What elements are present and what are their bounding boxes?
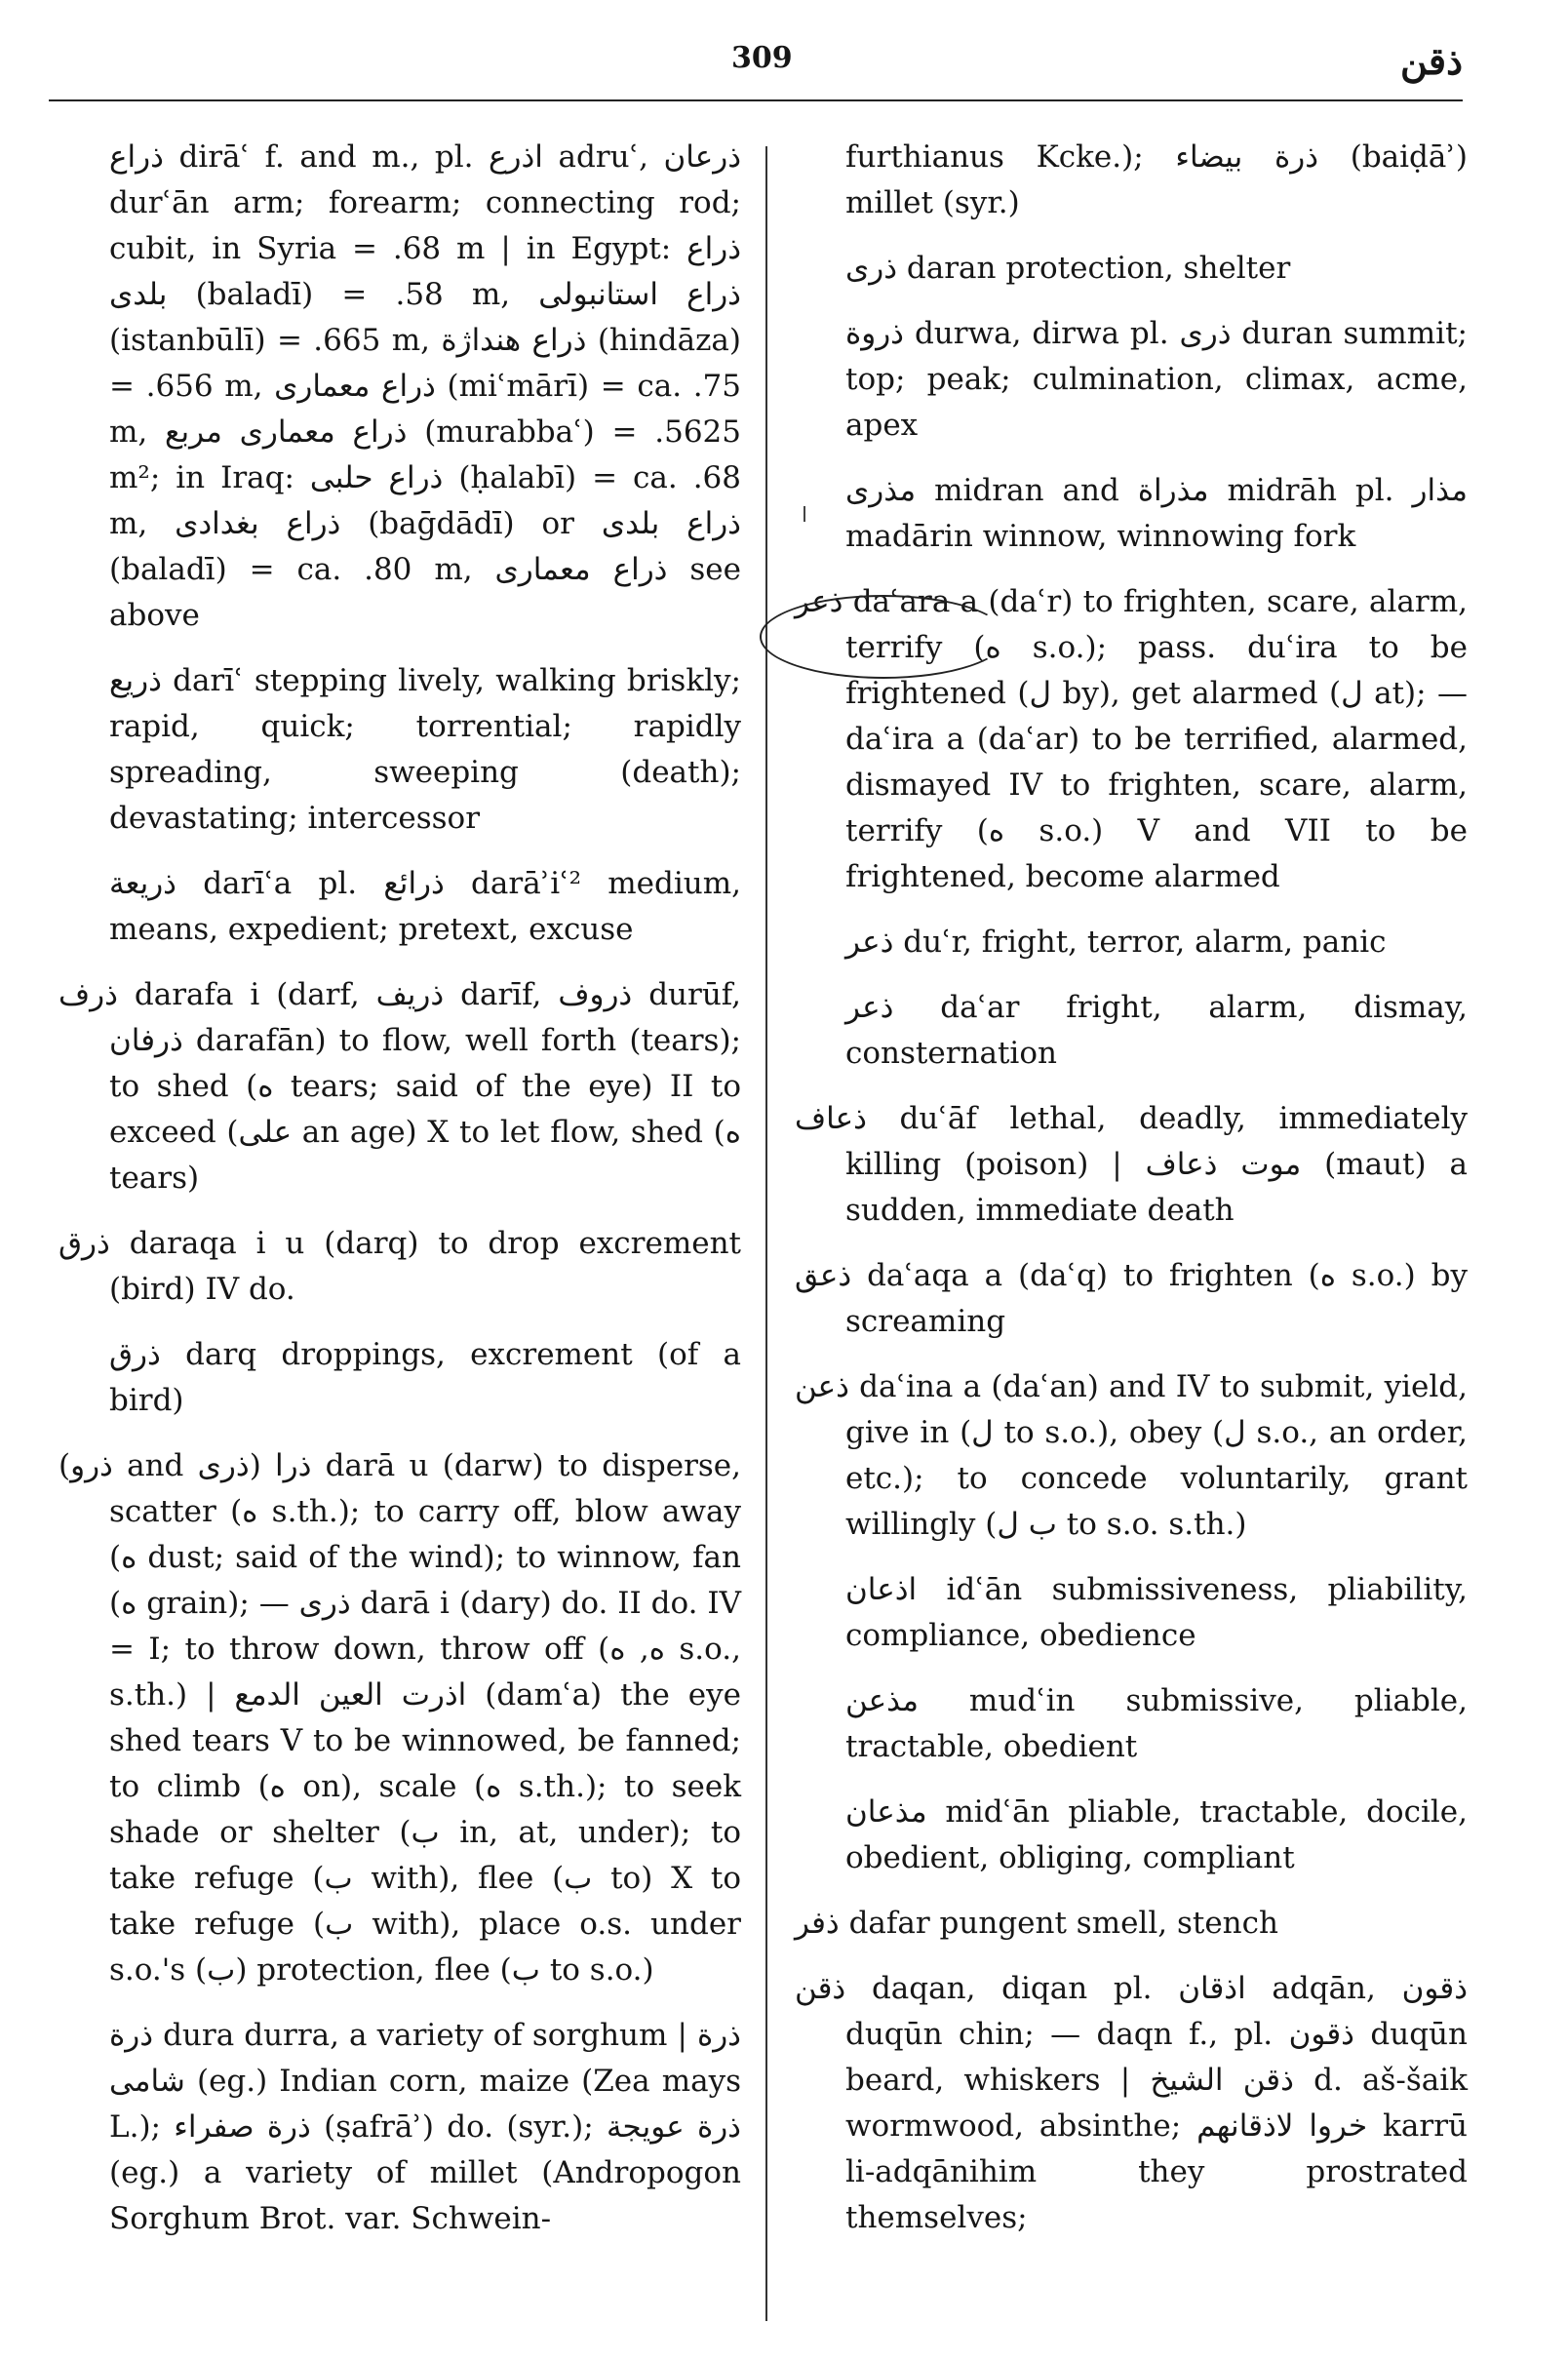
dictionary-entry: ذفر dafar pungent smell, stench [795, 1906, 1278, 1941]
left-column [59, 135, 741, 2262]
dictionary-subentry: مذعن mudʿin submissive, pliable, tractable, obedient [845, 1683, 1468, 1764]
dictionary-entry: ذرف darafa i (darf, ذريف darīf, ذروف durūf, ذرفان darafān) to flow, well forth (tears); to shed (ه tears; said of the eye) II to exceed (على an age) X to let flow, shed (ه tears) [59, 977, 742, 1196]
page-number: 309 [731, 41, 793, 75]
dictionary-entry: ذرق daraqa i u (darq) to drop excrement (bird) IV do. [59, 1226, 741, 1307]
handwritten-circle-annotation [760, 595, 1007, 679]
dictionary-subentry: ذروة durwa, dirwa pl. ذرى duran summit; top; peak; culmination, climax, acme, apex [845, 316, 1468, 443]
dictionary-subentry: ذرة dura durra, a variety of sorghum | ذرة شامى (eg.) Indian corn, maize (Zea mays L.); ذرة صفراء (ṣafrāʾ) do. (syr.); ذرة عويجة (eg.) a variety of millet (Andropogon Sorghum Brot. var. Schwein- [109, 2018, 741, 2236]
dictionary-subentry: مذعان midʿān pliable, tractable, docile, obedient, obliging, compliant [845, 1794, 1468, 1875]
dictionary-entry: ذعق daʿaqa a (daʿq) to frighten (ه s.o.) by screaming [795, 1258, 1468, 1339]
column-divider [765, 146, 767, 2321]
right-column [795, 135, 1468, 2261]
header-root-word: ذقن [1399, 39, 1463, 83]
dictionary-entry: ذقن daqan, diqan pl. اذقان adqān, ذقون duqūn chin; — daqn f., pl. ذقون duqūn beard, whiskers | ذقن الشيخ d. aš-šaik wormwood, absinthe; خروا لاذقانهم karrū li-adqānihim they prostrated themselves; [795, 1971, 1468, 2235]
dictionary-entry: (ذرو and ذرى) ذرا darā u (darw) to disperse, scatter (ه s.th.); to carry off, blow away (ه dust; said of the wind); to winnow, fan (ه grain); — ذرى darā i (dary) do. II do. IV = I; to throw down, throw off (ه, ه s.o., s.th.) | اذرت العين الدمع (damʿa) the eye shed tears V to be winnowed, be fanned; to climb (ه on), scale (ه s.th.); to seek shade or shelter (ب in, at, under); to take refuge (ب with), flee (ب to) X to take refuge (ب with), place o.s. under s.o.'s (ب) protection, flee (ب to s.o.) [59, 1448, 742, 1988]
dictionary-entry: ذعاف duʿāf lethal, deadly, immediately killing (poison) | موت ذعاف (maut) a sudden, immediate death [795, 1101, 1468, 1228]
dictionary-subentry: مذرى midran and مذراة midrāh pl. مذار madārin winnow, winnowing fork [845, 473, 1468, 554]
header-rule [49, 99, 1463, 101]
dictionary-subentry: ذريع darīʿ stepping lively, walking briskly; rapid, quick; torrential; rapidly spreading, sweeping (death); devastating; intercessor [109, 663, 741, 836]
dictionary-subentry: ذرى daran protection, shelter [845, 251, 1291, 286]
dictionary-subentry: ذريعة darīʿa pl. ذرائع darāʾiʿ² medium, means, expedient; pretext, excuse [109, 866, 741, 947]
dictionary-subentry: اذعان idʿān submissiveness, pliability, compliance, obedience [845, 1572, 1468, 1653]
entry-continuation: furthianus Kcke.); ذرة بيضاء (baiḍāʾ) millet (syr.) [845, 139, 1469, 220]
dictionary-entry: ذعن daʿina a (daʿan) and IV to submit, yield, give in (ل to s.o.), obey (ل s.o., an order, etc.); to concede voluntarily, grant willingly (ب ل to s.o. s.th.) [795, 1369, 1468, 1542]
dictionary-subentry: ذعر duʿr, fright, terror, alarm, panic [845, 925, 1387, 960]
dictionary-subentry: ذعر daʿar fright, alarm, dismay, consternation [845, 990, 1468, 1071]
pencil-tick-mark [804, 506, 805, 522]
dictionary-subentry: ذراع dirāʿ f. and m., pl. اذرع adruʿ, ذرعان durʿān arm; forearm; connecting rod; cubit, in Syria = .68 m | in Egypt: ذراع بلدى (baladī) = .58 m, ذراع استانبولى (istanbūlī) = .665 m, ذراع هنداژة (hindāza) = .656 m, ذراع معمارى (miʿmārī) = ca. .75 m, ذراع معمارى مربع (murabbaʿ) = .5625 m²; in Iraq: ذراع حلبى (ḥalabī) = ca. .68 m, ذراع بغدادى (baḡdādī) or ذراع بلدى (baladī) = ca. .80 m, ذراع معمارى see above [109, 139, 742, 633]
dictionary-entry: ذعر daʿara a (daʿr) to frighten, scare, alarm, terrify (ه s.o.); pass. duʿira to be frightened (ل by), get alarmed (ل at); — daʿira a (daʿar) to be terrified, alarmed, dismayed IV to frighten, scare, alarm, terrify (ه s.o.) V and VII to be frightened, become alarmed [795, 584, 1469, 894]
dictionary-subentry: ذرق darq droppings, excrement (of a bird) [109, 1337, 741, 1418]
